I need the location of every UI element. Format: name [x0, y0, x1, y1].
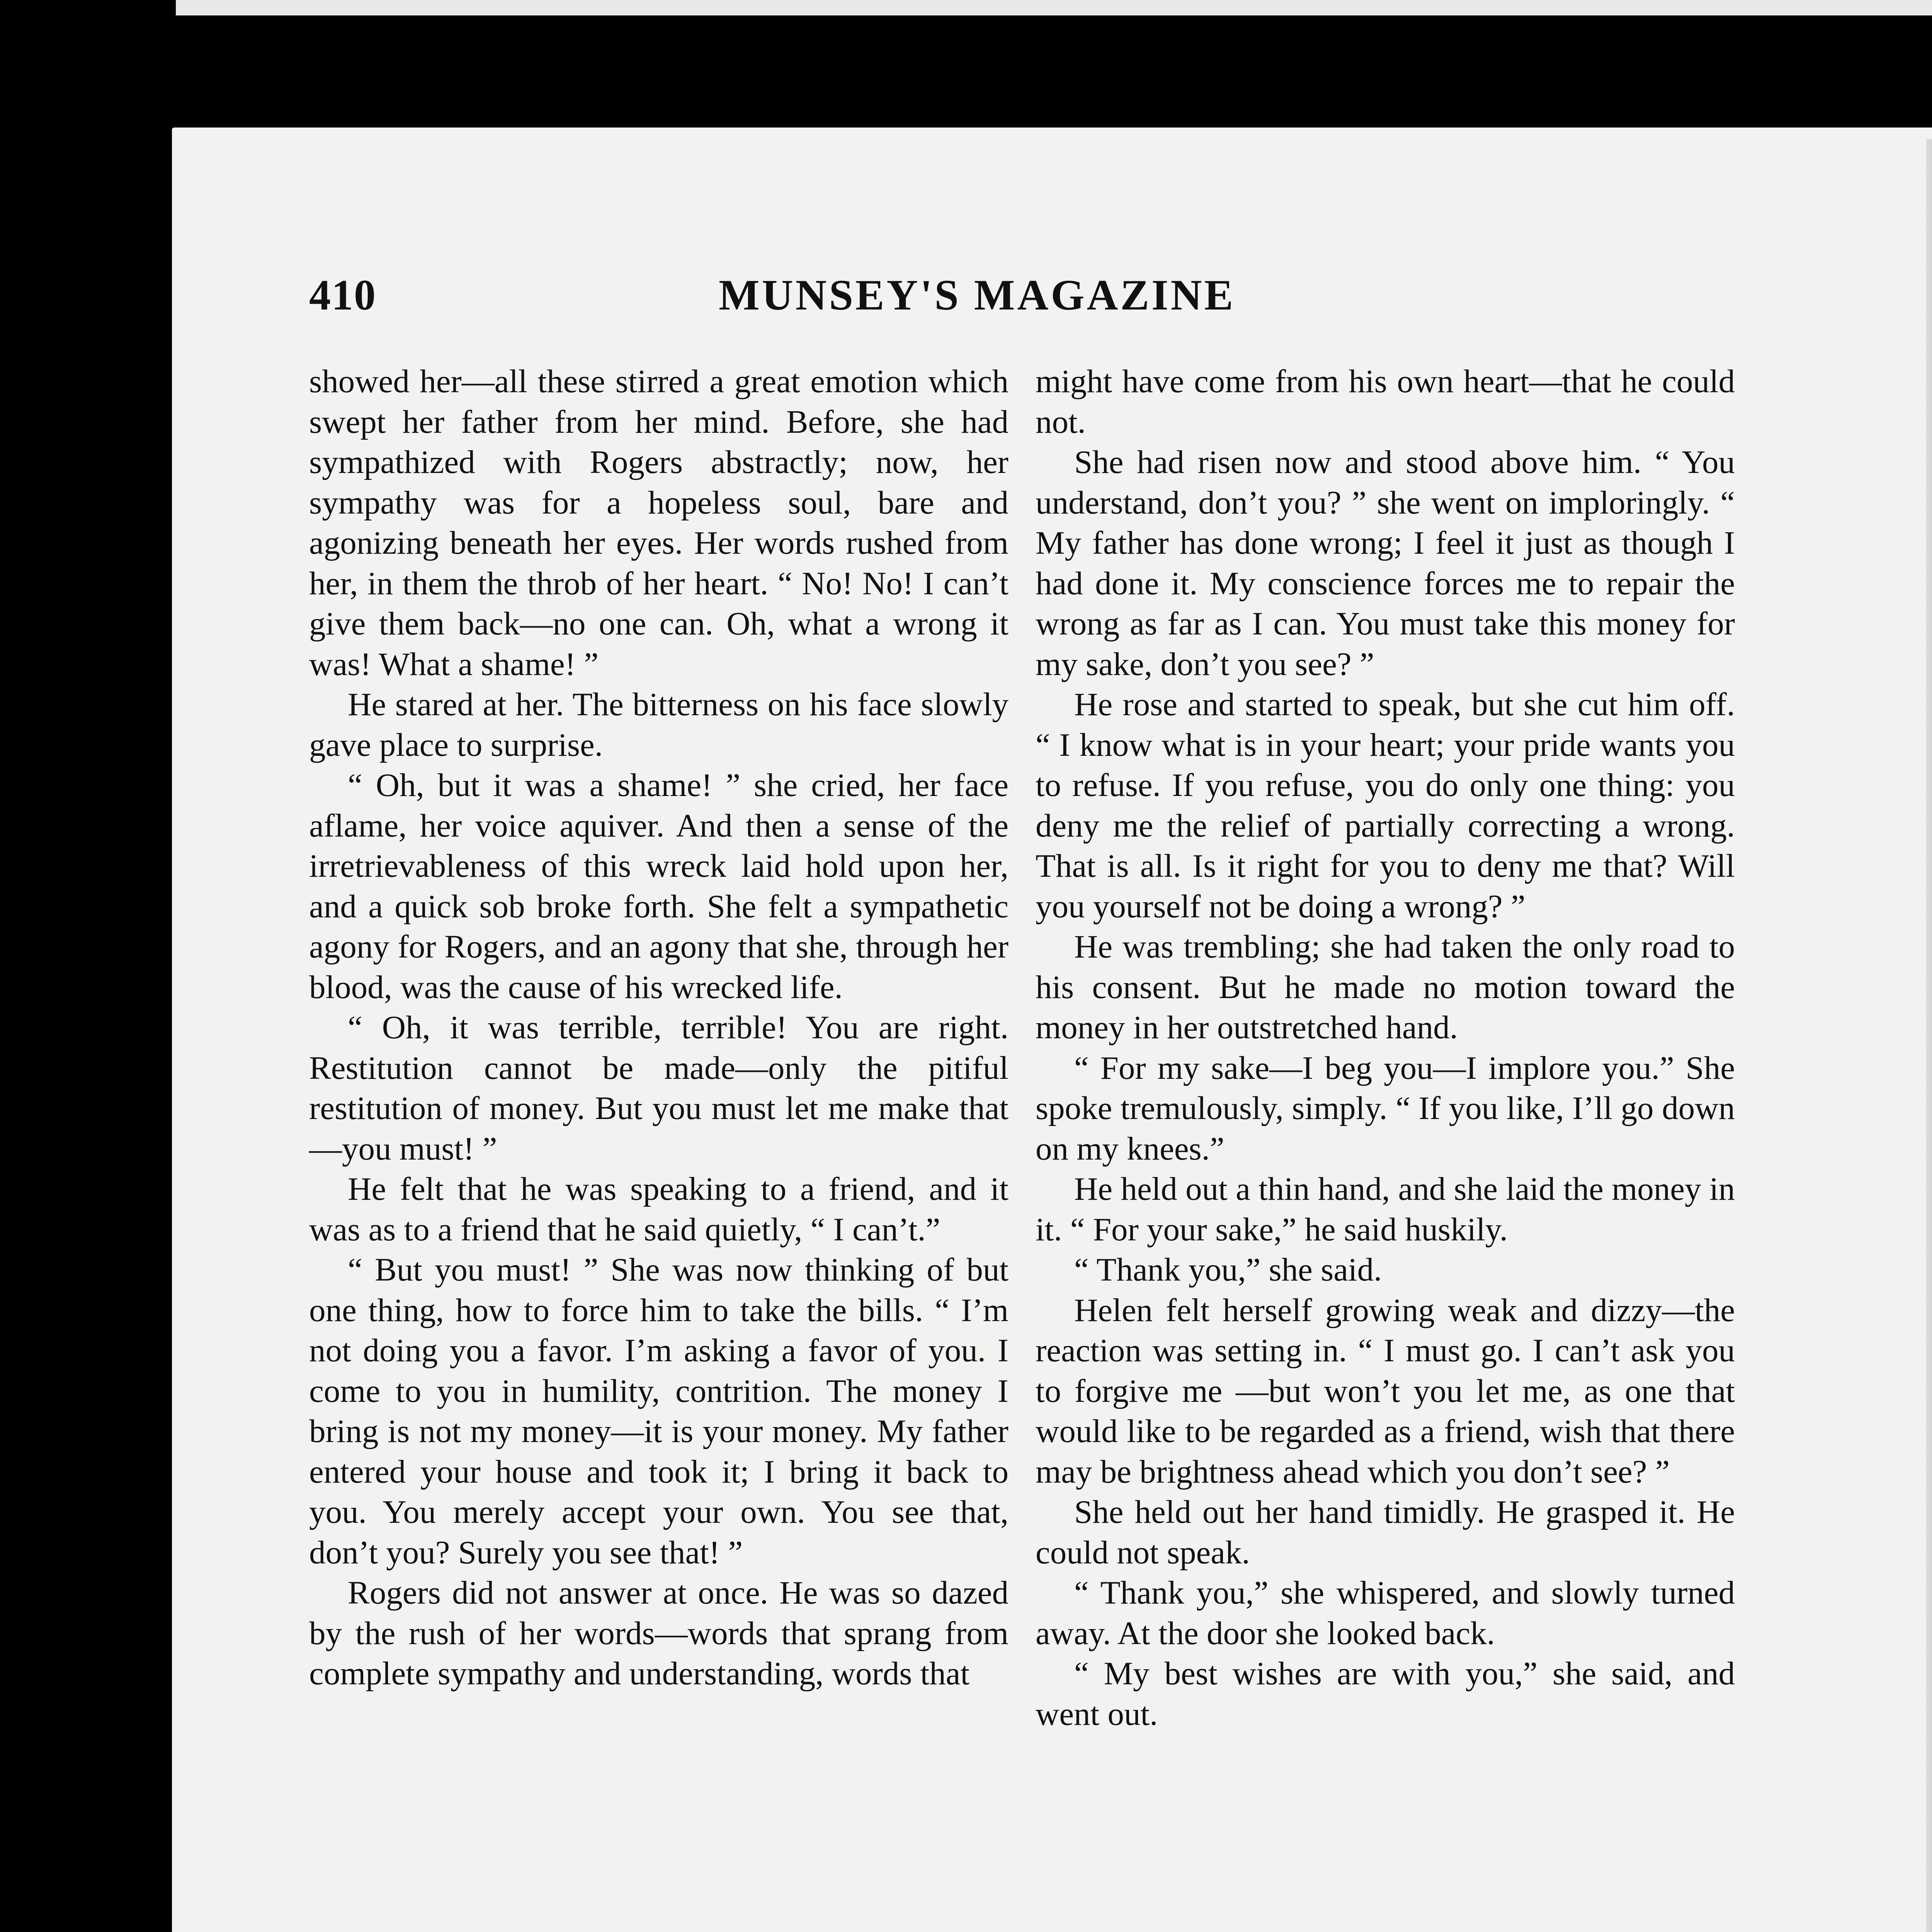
page-gutter-shadow: [1926, 139, 1932, 1932]
right-text-column: [1036, 361, 1735, 1734]
paragraph: He felt that he was speaking to a friend, and it was as to a friend that he said quietly, “ I can’t.”: [309, 1171, 1009, 1248]
scan-top-border: [0, 0, 1932, 128]
paragraph: She had risen now and stood above him. “ You understand, don’t you? ” she went on imploringly. “ My father has done wrong; I feel it just as though I had done it. My conscience forces me to repair the wrong as far as I can. You must take this money for my sake, don’t you see? ”: [1036, 444, 1735, 682]
page-number: 410: [309, 271, 376, 319]
paragraph: Helen felt herself growing weak and dizzy—the reaction was setting in. “ I must go. I can’t ask you to forgive me —but won’t you let me, as one that would like to be regarded as a friend, wish that there may be brightness ahead which you don’t see? ”: [1036, 1292, 1735, 1490]
paragraph: She held out her hand timidly. He grasped it. He could not speak.: [1036, 1494, 1735, 1571]
paragraph: He stared at her. The bitterness on his face slowly gave place to surprise.: [309, 686, 1009, 763]
paragraph: “ Oh, it was terrible, terrible! You are right. Restitution cannot be made—only the pitiful restitution of money. But you must let me make that—you must! ”: [309, 1009, 1009, 1167]
scan-top-page-edge: [176, 0, 1932, 15]
left-text-column: [309, 361, 1009, 1694]
paragraph: showed her—all these stirred a great emotion which swept her father from her mind. Before, she had sympathized with Rogers abstractly; now, her sympathy was for a hopeless soul, bare and agonizing beneath her eyes. Her words rushed from her, in them the throb of her heart. “ No! No! I can’t give them back—no one can. Oh, what a wrong it was! What a shame! ”: [309, 363, 1009, 682]
paragraph: He held out a thin hand, and she laid the money in it. “ For your sake,” he said huskily.: [1036, 1171, 1735, 1248]
paragraph: “ Oh, but it was a shame! ” she cried, her face aflame, her voice aquiver. And then a sense of the irretrievableness of this wreck laid hold upon her, and a quick sob broke forth. She felt a sympathetic agony for Rogers, and an agony that she, through her blood, was the cause of his wrecked life.: [309, 767, 1009, 1005]
paragraph: Rogers did not answer at once. He was so dazed by the rush of her words—words that sprang from complete sympathy and understanding, words that: [309, 1575, 1009, 1692]
paragraph: He was trembling; she had taken the only road to his consent. But he made no motion toward the money in her outstretched hand.: [1036, 929, 1735, 1046]
paragraph: “ Thank you,” she said.: [1074, 1252, 1382, 1288]
paragraph: He rose and started to speak, but she cut him off. “ I know what is in your heart; your pride wants you to refuse. If you refuse, you do only one thing: you deny me the relief of partially correcting a wrong. That is all. Is it right for you to deny me that? Will you yourself not be doing a wrong? ”: [1036, 686, 1735, 925]
paragraph: “ Thank you,” she whispered, and slowly turned away. At the door she looked back.: [1036, 1575, 1735, 1651]
paragraph: “ My best wishes are with you,” she said, and went out.: [1036, 1655, 1735, 1732]
running-head: MUNSEY'S MAGAZINE: [719, 271, 1236, 319]
paragraph: “ For my sake—I beg you—I implore you.” She spoke tremulously, simply. “ If you like, I’ll go down on my knees.”: [1036, 1049, 1735, 1167]
paragraph: “ But you must! ” She was now thinking of but one thing, how to force him to take the bills. “ I’m not doing you a favor. I’m asking a favor of you. I come to you in humility, contrition. The money I bring is not my money—it is your money. My father entered your house and took it; I bring it back to you. You merely accept your own. You see that, don’t you? Surely you see that! ”: [309, 1252, 1009, 1571]
paragraph: might have come from his own heart—that he could not.: [1036, 363, 1735, 440]
